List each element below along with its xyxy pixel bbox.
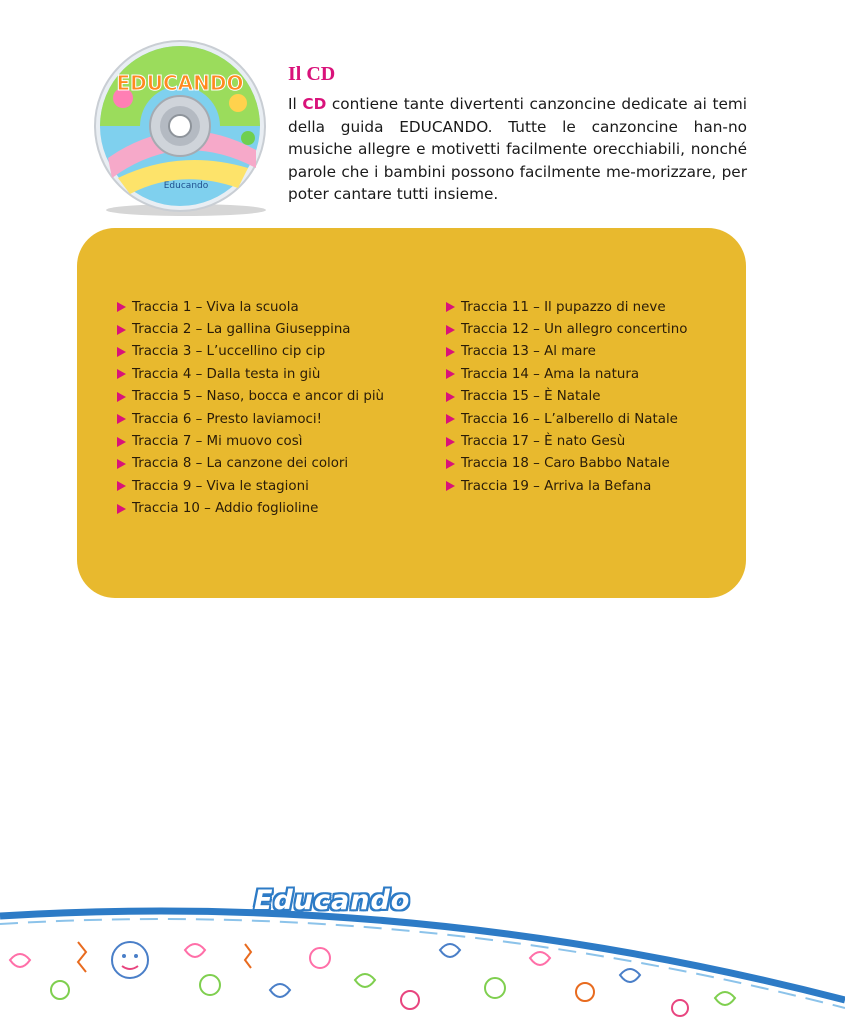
bullet-arrow-icon — [446, 325, 455, 335]
bullet-arrow-icon — [117, 325, 126, 335]
track-label: Traccia 18 – Caro Babbo Natale — [461, 456, 670, 472]
bullet-arrow-icon — [117, 481, 126, 491]
footer-logo-text: Educando — [254, 885, 411, 916]
track-item — [117, 296, 384, 318]
bullet-arrow-icon — [446, 481, 455, 491]
track-label: Traccia 9 – Viva le stagioni — [132, 478, 309, 494]
track-item — [446, 341, 687, 363]
track-label: Traccia 17 – È nato Gesù — [461, 434, 626, 450]
bullet-arrow-icon — [117, 347, 126, 357]
track-label: Traccia 4 – Dalla testa in giù — [132, 366, 321, 382]
cd-label-top: EDUCANDO — [116, 71, 244, 95]
track-item — [446, 430, 687, 452]
track-label: Traccia 3 – L’uccellino cip cip — [132, 344, 326, 360]
track-label: Traccia 1 – Viva la scuola — [132, 299, 299, 315]
track-label: Traccia 10 – Addio foglioline — [132, 501, 319, 517]
track-label: Traccia 14 – Ama la natura — [461, 366, 640, 382]
track-item — [446, 318, 687, 340]
track-item — [446, 386, 687, 408]
track-label: Traccia 6 – Presto laviamoci! — [132, 411, 322, 427]
track-item — [117, 341, 384, 363]
track-label: Traccia 11 – Il pupazzo di neve — [461, 299, 666, 315]
footer-decoration — [0, 880, 845, 1024]
desc-prefix: Il — [288, 95, 303, 113]
bullet-arrow-icon — [446, 302, 455, 312]
bullet-arrow-icon — [117, 302, 126, 312]
track-label: Traccia 15 – È Natale — [461, 389, 601, 405]
bullet-arrow-icon — [446, 459, 455, 469]
bullet-arrow-icon — [446, 392, 455, 402]
track-item — [117, 453, 384, 475]
track-item — [117, 386, 384, 408]
track-item — [117, 475, 384, 497]
bullet-arrow-icon — [117, 414, 126, 424]
track-list-panel — [77, 228, 746, 598]
bullet-arrow-icon — [117, 504, 126, 514]
track-item — [446, 363, 687, 385]
track-item — [446, 453, 687, 475]
track-label: Traccia 16 – L’alberello di Natale — [461, 411, 678, 427]
track-item — [117, 408, 384, 430]
track-item — [117, 363, 384, 385]
track-label: Traccia 7 – Mi muovo così — [132, 434, 303, 450]
track-label: Traccia 13 – Al mare — [461, 344, 596, 360]
track-label: Traccia 2 – La gallina Giuseppina — [132, 322, 351, 338]
bullet-arrow-icon — [117, 437, 126, 447]
track-item — [446, 296, 687, 318]
cd-label-bottom: Educando — [163, 181, 209, 191]
desc-highlight: CD — [302, 95, 327, 113]
track-list-right — [446, 296, 687, 498]
track-label: Traccia 8 – La canzone dei colori — [132, 456, 349, 472]
bullet-arrow-icon — [446, 369, 455, 379]
bullet-arrow-icon — [117, 459, 126, 469]
track-item — [117, 498, 384, 520]
cd-image — [88, 38, 278, 218]
bullet-arrow-icon — [117, 369, 126, 379]
bullet-arrow-icon — [446, 347, 455, 357]
section-title: Il CD — [288, 63, 336, 85]
track-item — [117, 318, 384, 340]
track-label: Traccia 5 – Naso, bocca e ancor di più — [132, 389, 385, 405]
track-list-left — [117, 296, 384, 520]
track-item — [117, 430, 384, 452]
bullet-arrow-icon — [446, 414, 455, 424]
track-item — [446, 475, 687, 497]
bullet-arrow-icon — [117, 392, 126, 402]
track-label: Traccia 19 – Arriva la Befana — [461, 478, 652, 494]
bullet-arrow-icon — [446, 437, 455, 447]
section-description — [288, 93, 747, 206]
track-label: Traccia 12 – Un allegro concertino — [461, 322, 688, 338]
desc-text: contiene tante divertenti canzoncine dedicate ai temi della guida EDUCANDO. Tutte le canzoncine han-no musiche allegre e motivetti facilmente orecchiabili, nonché parole che i bambini possono facilmente me-morizzare, per poter cantare tutti insieme. — [288, 95, 748, 203]
track-item — [446, 408, 687, 430]
